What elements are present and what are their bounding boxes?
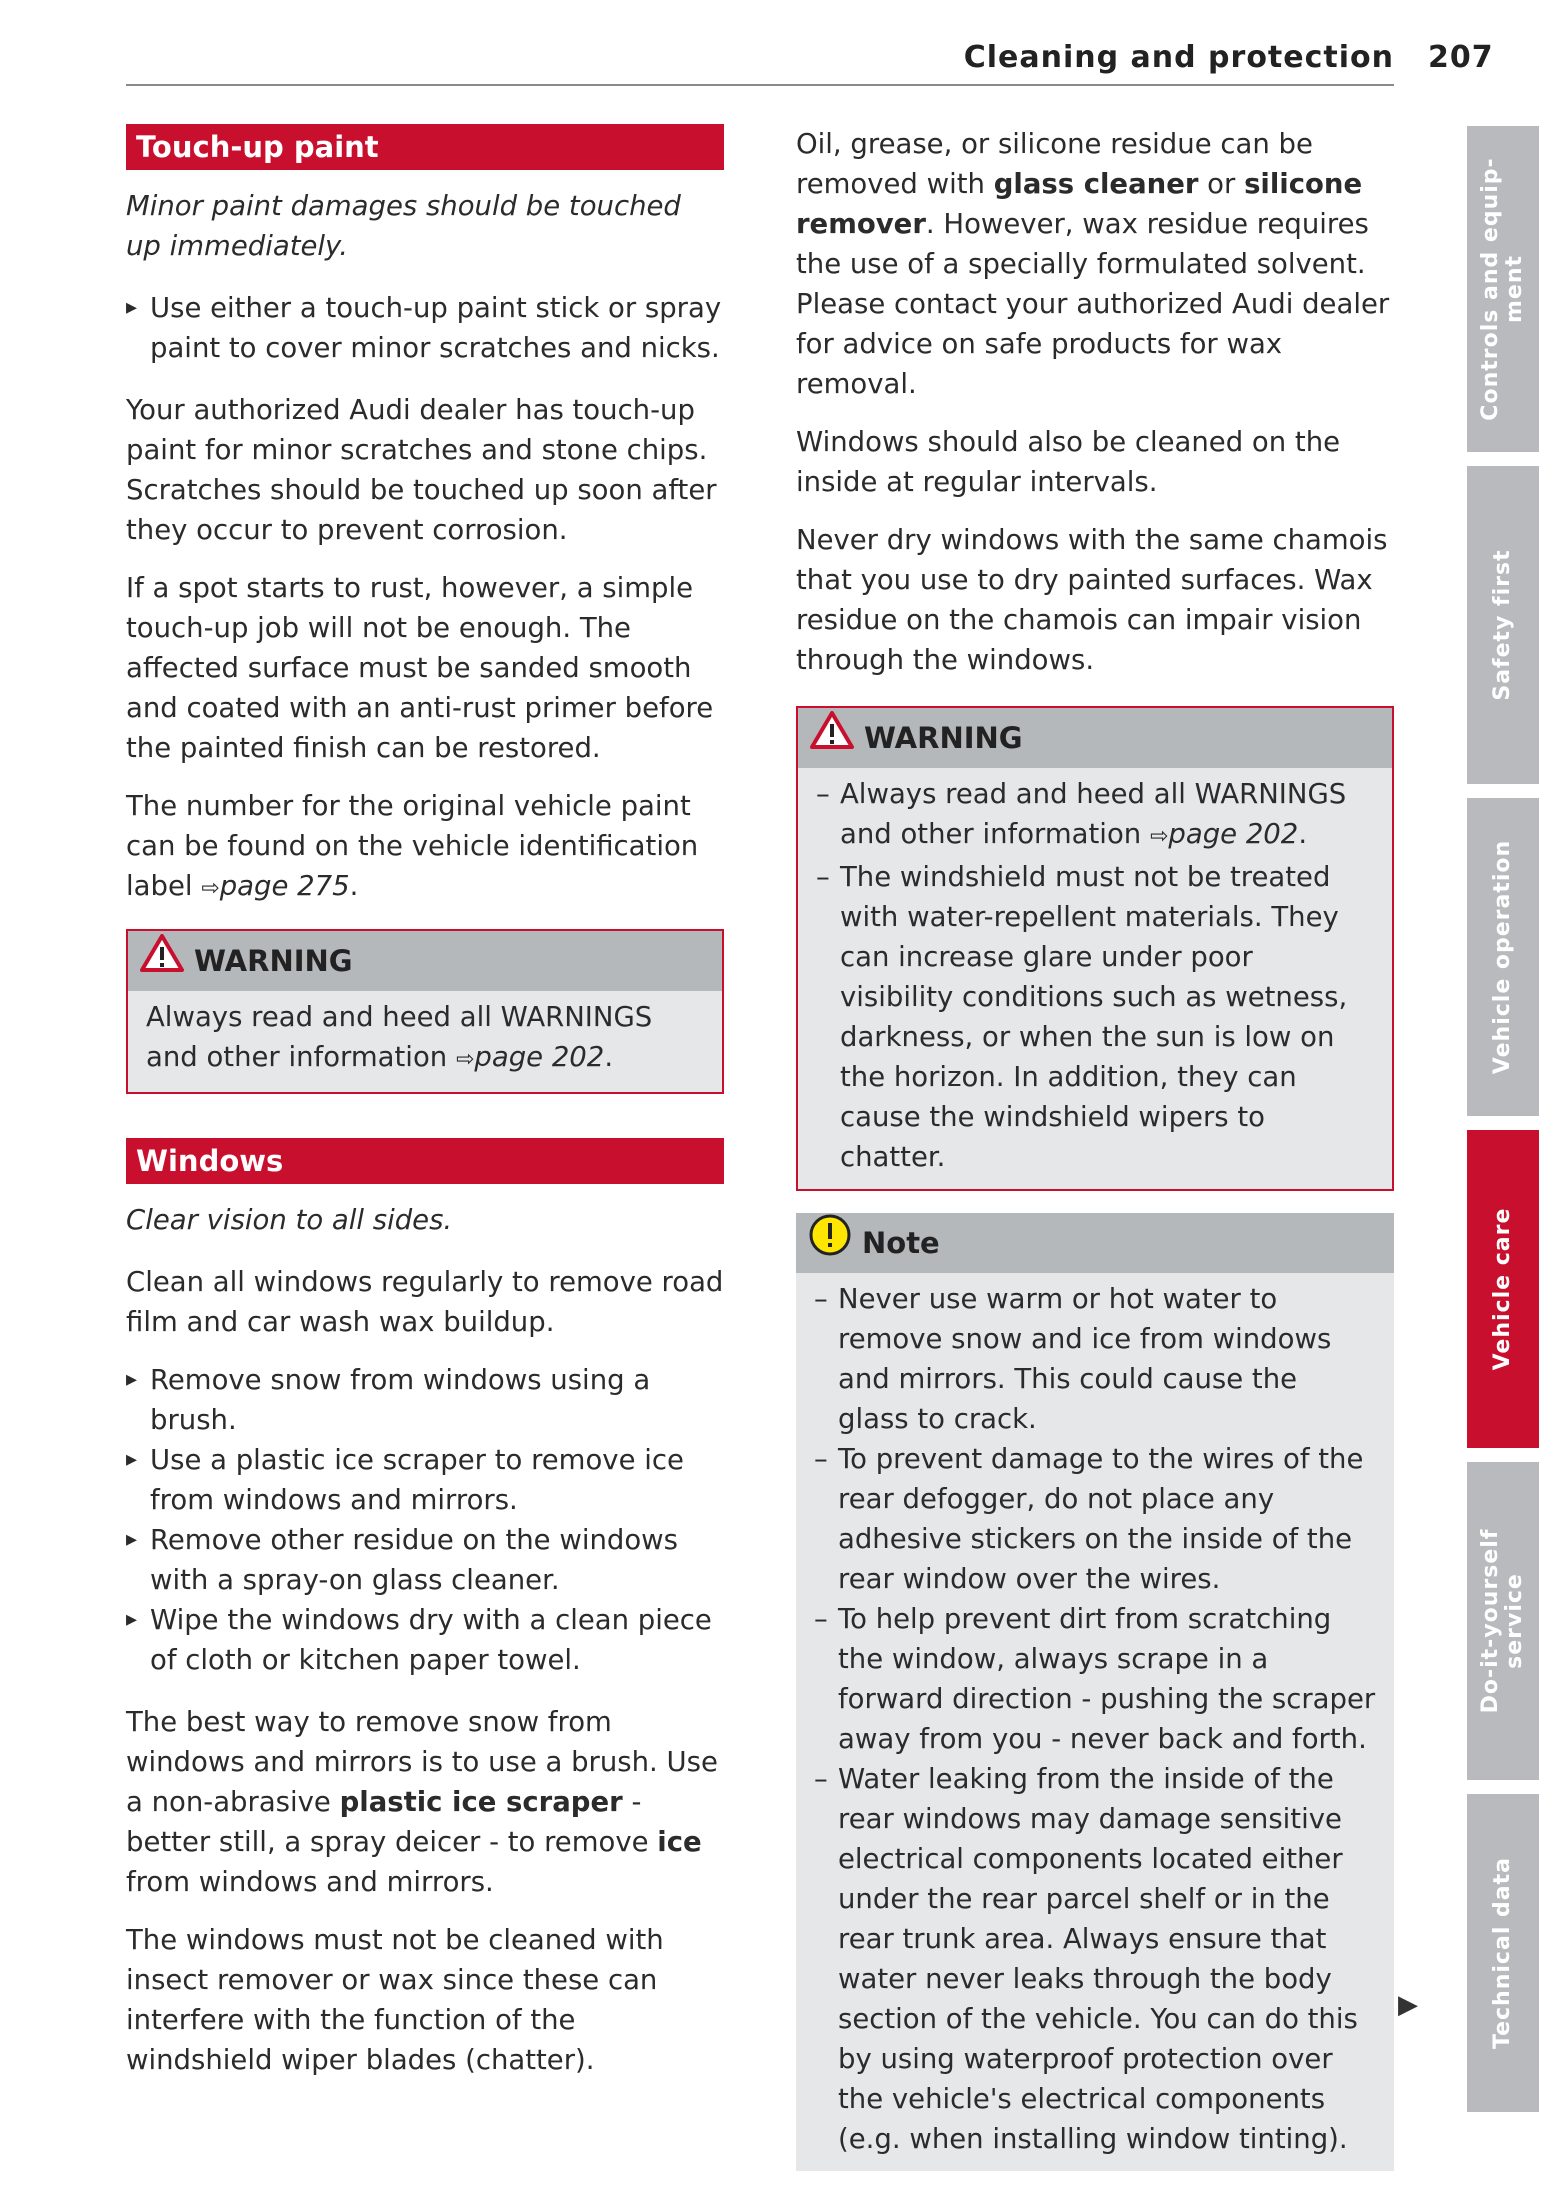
windows-steps [126,1360,724,1680]
chapter-title: Cleaning and protection [963,40,1394,75]
touchup-paragraph-3: The number for the original vehicle paint can be found on the vehicle identification label ⇨page 275. [126,790,699,902]
tab-controls-and-equipment[interactable]: Controls and equip- ment [1467,126,1539,452]
arrow-right-icon: ⇨ [201,876,220,901]
step-item: ▸ Wipe the windows dry with a clean piece of cloth or kitchen paper towel. [126,1600,724,1680]
section-heading-windows: Windows [126,1138,724,1184]
note-box [796,1213,1394,2171]
note-item: – To prevent damage to the wires of the rear defogger, do not place any adhesive stickers on the inside of the rear window over the wires. [814,1439,1376,1599]
windows-intro: Clear vision to all sides. [126,1204,453,1236]
tab-do-it-yourself-service[interactable]: Do-it-yourself service [1467,1462,1539,1780]
tab-safety-first[interactable]: Safety first [1467,466,1539,784]
page-reference-link[interactable]: ⇨page 202 [455,1041,605,1073]
arrow-right-icon: ⇨ [455,1047,475,1072]
right-column [796,124,1394,2193]
tab-vehicle-operation[interactable]: Vehicle operation [1467,798,1539,1116]
windows-paragraph-3: The windows must not be cleaned with insect remover or wax since these can interfere with the function of the windshield wiper blades (chatter). [126,1924,664,2076]
right-paragraph-2: Windows should also be cleaned on the inside at regular intervals. [796,426,1341,498]
right-paragraph-1: Oil, grease, or silicone residue can be removed with glass cleaner or silicone remover. However, wax residue requires the use of a specially formulated solvent. Please contact your authorized Audi dealer for advice on safe products for wax removal. [796,128,1390,400]
note-item: – Never use warm or hot water to remove snow and ice from windows and mirrors. This could cause the glass to crack. [814,1279,1376,1439]
warning-body [798,768,1392,1189]
note-header [796,1213,1394,1273]
warning-box [796,706,1394,1191]
touchup-paragraph-2: If a spot starts to rust, however, a simple touch-up job will not be enough. The affected surface must be sanded smooth and coated with an anti-rust primer before the painted finish can be restored. [126,572,714,764]
step-item: ▸ Use a plastic ice scraper to remove ice from windows and mirrors. [126,1440,724,1520]
warning-item: – The windshield must not be treated with water-repellent materials. They can increase glare under poor visibility conditions such as wetness, darkness, or when the sun is low on the horizon. In addition, they can cause the windshield wipers to chatter. [816,857,1374,1177]
tab-vehicle-care[interactable]: Vehicle care [1467,1130,1539,1448]
left-column [126,124,724,2098]
windows-paragraph-1: Clean all windows regularly to remove road film and car wash wax buildup. [126,1266,724,1338]
section-heading-touchup: Touch-up paint [126,124,724,170]
windows-paragraph-2: The best way to remove snow from windows and mirrors is to use a brush. Use a non-abrasive plastic ice scraper - better still, a spray deicer - to remove ice from windows and mirrors. [126,1706,718,1898]
note-list [814,1279,1376,2159]
step-item: ▸ Remove snow from windows using a brush. [126,1360,724,1440]
warning-list [816,774,1374,1177]
page-header [126,36,1394,86]
page-number: 207 [1428,40,1494,75]
note-title: Note [862,1226,940,1260]
warning-title: WARNING [864,721,1023,755]
page-reference-link[interactable]: ⇨page 202 [1149,818,1299,850]
warning-header [798,708,1392,768]
note-body [796,1273,1394,2171]
note-item: – Water leaking from the inside of the rear windows may damage sensitive electrical components located either under the rear parcel shelf or in the rear trunk area. Always ensure that water never leaks through the body section of the vehicle. You can do this by using waterproof protection over the vehicle's electrical components (e.g. when installing window tinting). [814,1759,1376,2159]
warning-header [128,931,722,991]
step-item: ▸ Remove other residue on the windows with a spray-on glass cleaner. [126,1520,724,1600]
warning-box [126,929,724,1094]
note-item: – To help prevent dirt from scratching the window, always scrape in a forward direction - pushing the scraper away from you - never back and forth. [814,1599,1376,1759]
note-exclamation-icon [808,1213,852,1277]
warning-title: WARNING [194,944,353,978]
warning-triangle-icon [140,933,184,993]
touchup-paragraph-1: Your authorized Audi dealer has touch-up paint for minor scratches and stone chips. Scratches should be touched up soon after they occur to prevent corrosion. [126,394,717,546]
arrow-right-icon: ⇨ [1149,824,1169,849]
page-reference-link[interactable]: ⇨page 275 [201,870,350,902]
touchup-intro: Minor paint damages should be touched up immediately. [126,190,681,262]
warning-item: – Always read and heed all WARNINGS and other information ⇨page 202. [816,774,1374,857]
step-item: ▸ Use either a touch-up paint stick or spray paint to cover minor scratches and nicks. [126,288,724,368]
touchup-steps [126,288,724,368]
warning-triangle-icon [810,710,854,770]
warning-body: Always read and heed all WARNINGS and other information ⇨page 202. [128,991,722,1092]
right-paragraph-3: Never dry windows with the same chamois that you use to dry painted surfaces. Wax residue on the chamois can impair vision through the windows. [796,524,1388,676]
continue-arrow-icon: ▶ [1398,1990,1418,2020]
tab-technical-data[interactable]: Technical data [1467,1794,1539,2112]
